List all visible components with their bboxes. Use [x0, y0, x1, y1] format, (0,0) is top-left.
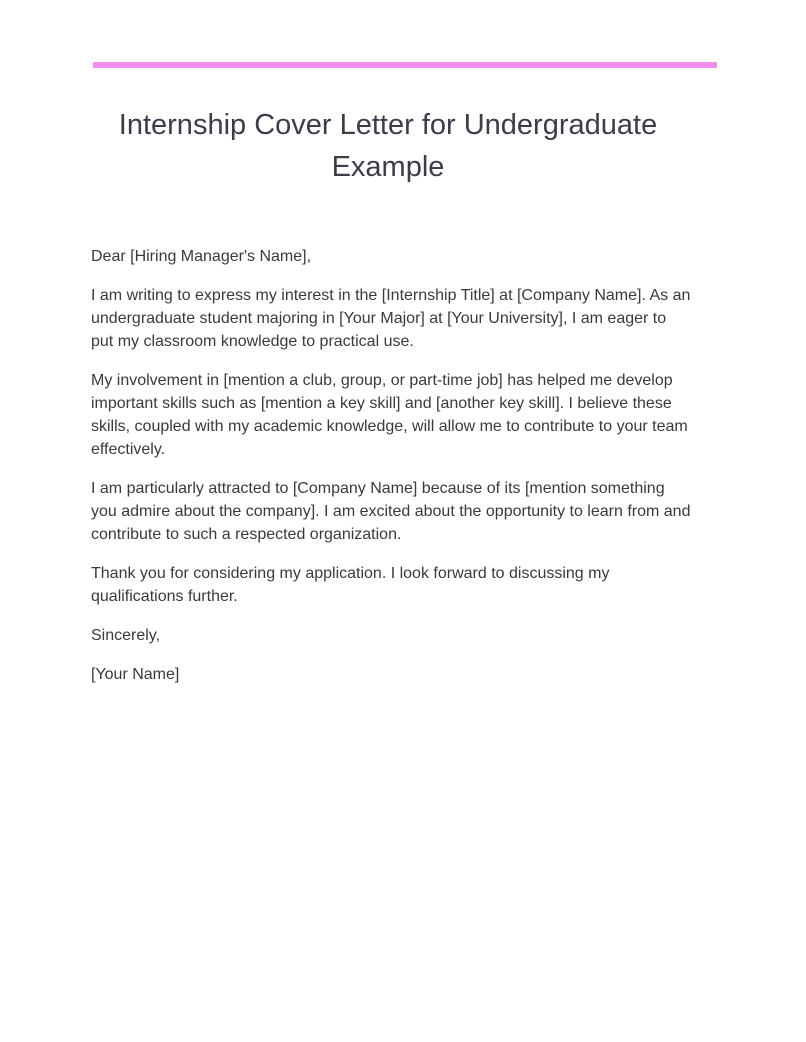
- paragraph-intro: I am writing to express my interest in the [Internship Title] at [Company Name]. As an undergraduate student majoring in [Your Major] at [Your University], I am eager to put my classroom knowledge to practical use.: [91, 287, 691, 350]
- letter-body: [91, 245, 691, 702]
- accent-bar: [93, 62, 717, 68]
- sign-off: Sincerely,: [91, 627, 161, 644]
- paragraph-company: I am particularly attracted to [Company Name] because of its [mention something you admire about the company]. I am excited about the opportunity to learn from and contribute to such a respected organization.: [91, 480, 691, 543]
- paragraph-closing: Thank you for considering my application. I look forward to discussing my qualifications further.: [91, 565, 610, 605]
- salutation: Dear [Hiring Manager's Name],: [91, 248, 312, 265]
- paragraph-skills: My involvement in [mention a club, group, or part-time job] has helped me develop important skills such as [mention a key skill] and [another key skill]. I believe these skills, coupled with my academic knowledge, will allow me to contribute to your team effectively.: [91, 372, 688, 458]
- signature-name: [Your Name]: [91, 666, 180, 683]
- page-title: Internship Cover Letter for Undergraduate Example: [118, 109, 658, 183]
